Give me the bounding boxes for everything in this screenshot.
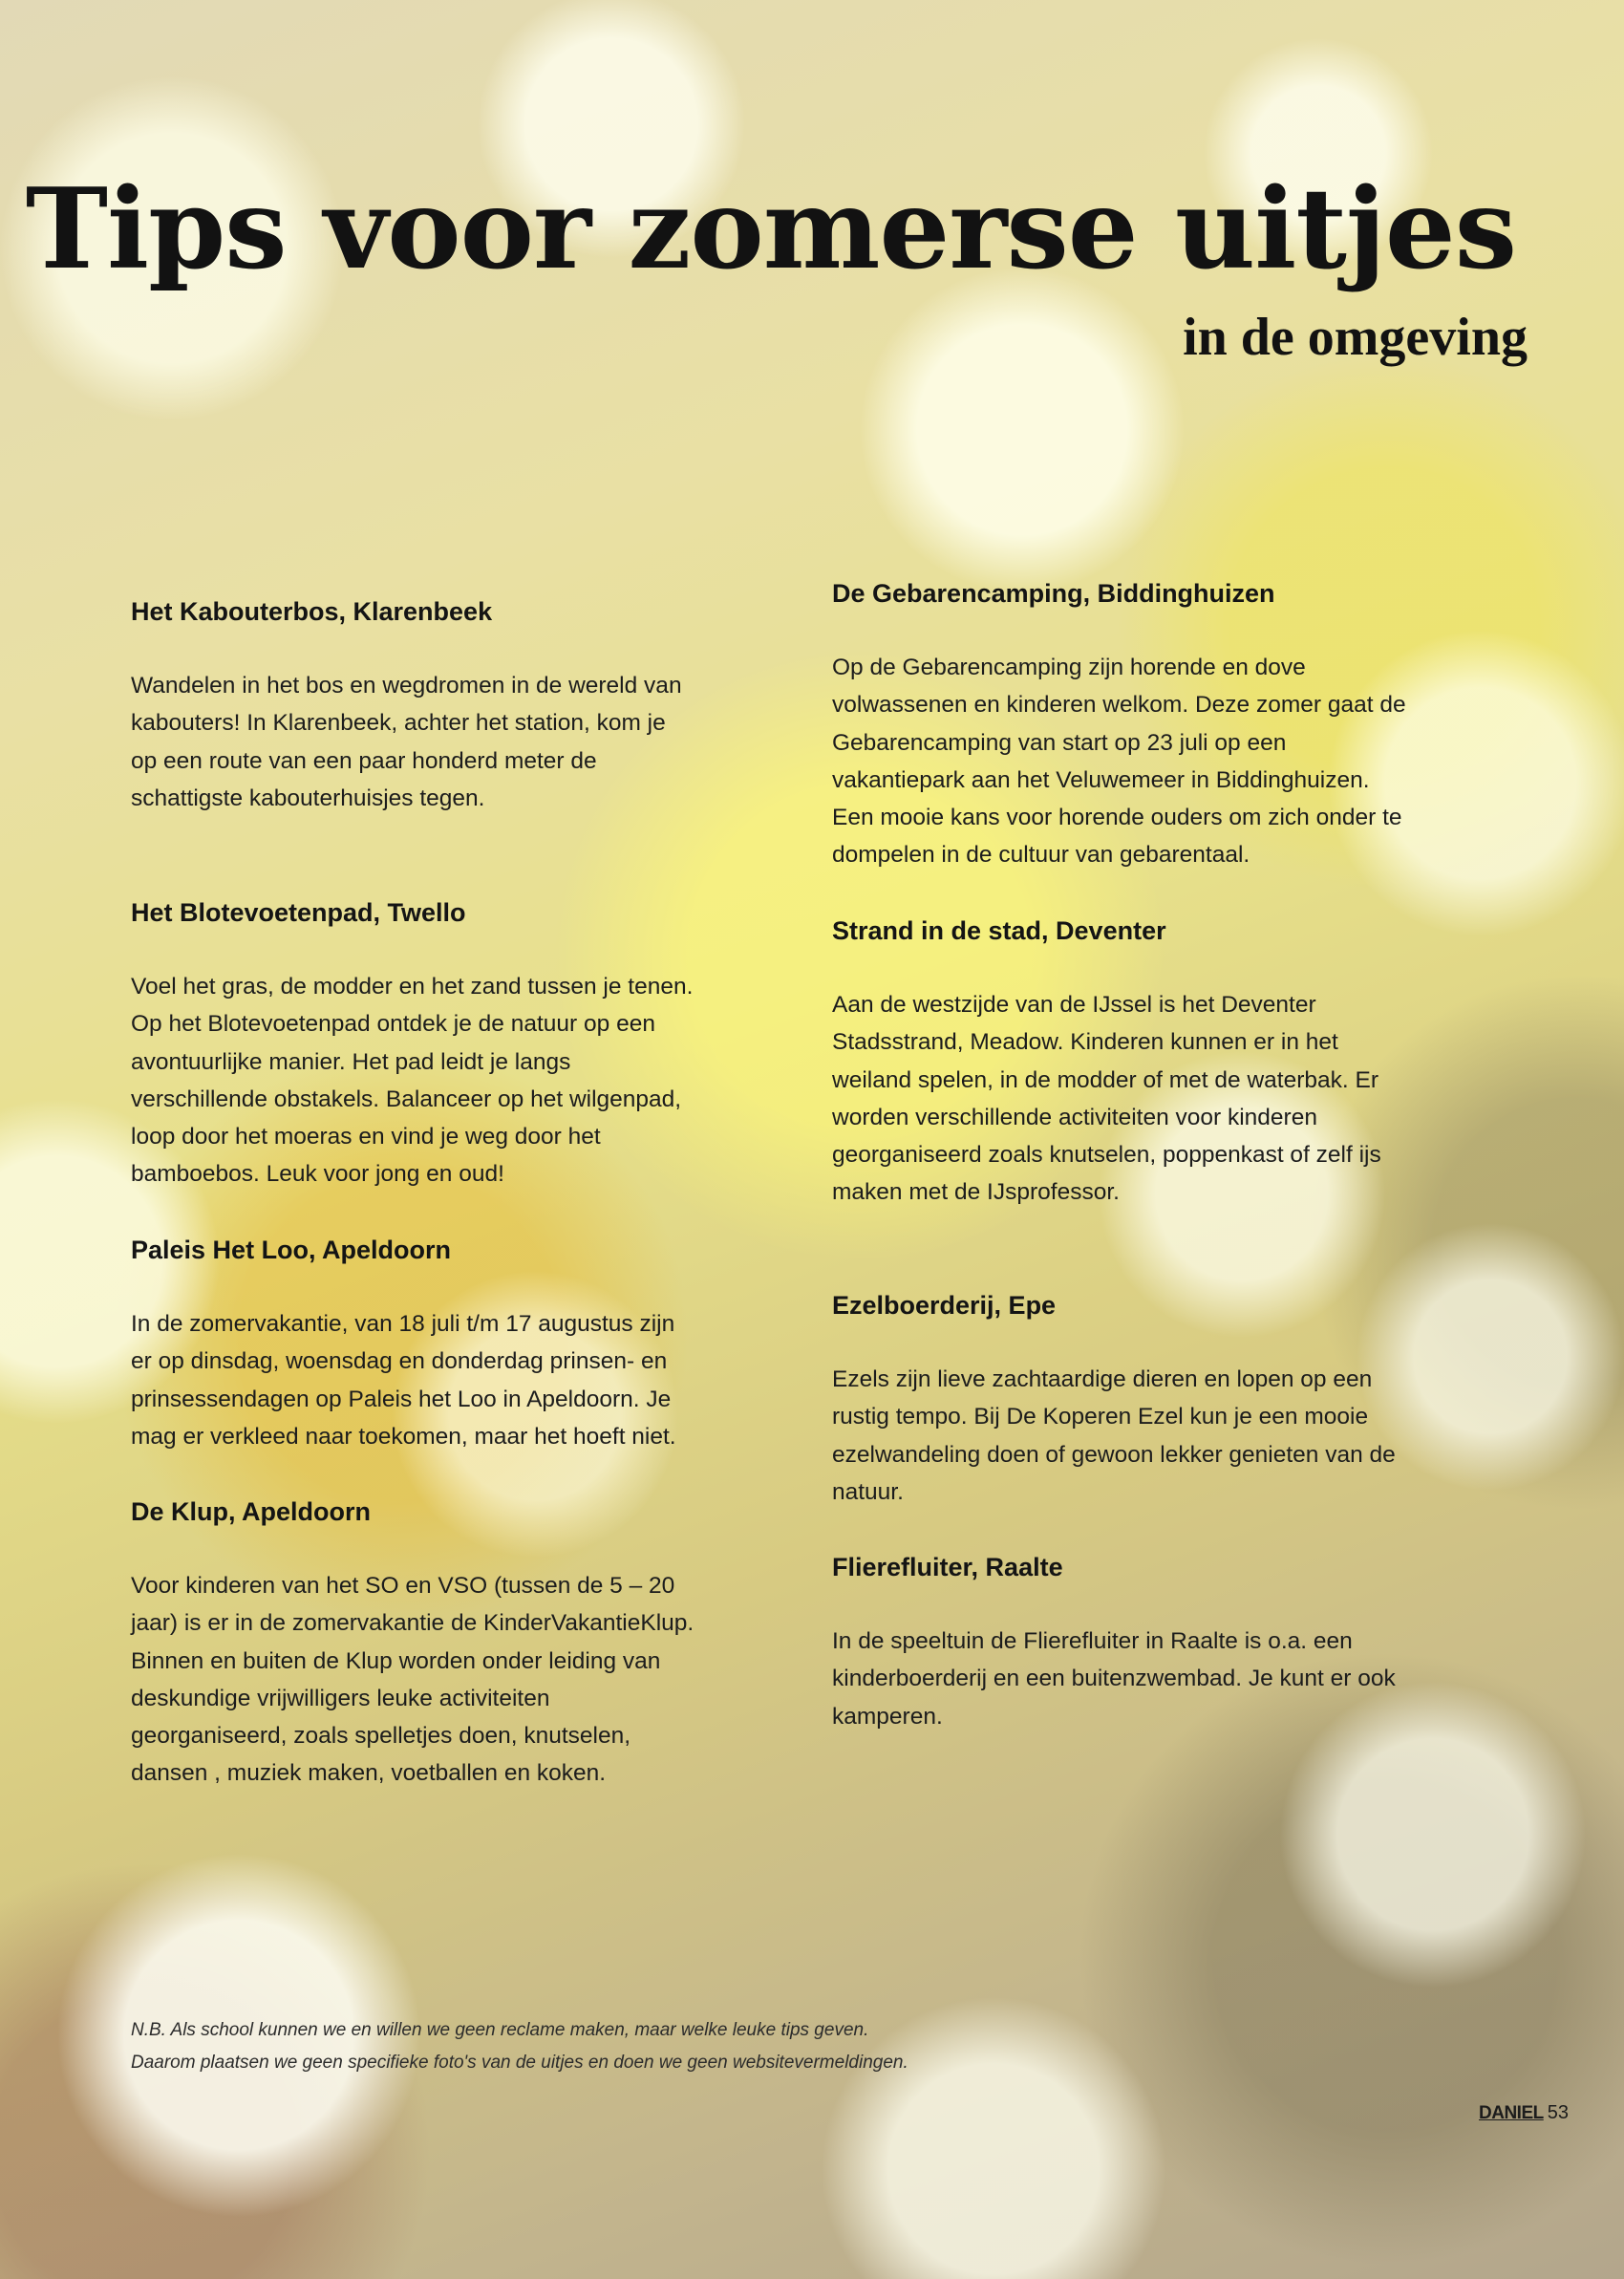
text-line: volwassenen en kinderen welkom. Deze zomer gaat de bbox=[832, 692, 1406, 719]
tip-flierefluiter bbox=[832, 1550, 1396, 1735]
tip-heading: Het Kabouterbos, Klarenbeek bbox=[131, 597, 493, 626]
text-line: prinsessendagen op Paleis het Loo in Apeldoorn. Je bbox=[131, 1386, 672, 1412]
tip-heading: De Gebarencamping, Biddinghuizen bbox=[832, 579, 1275, 608]
text-line: Op de Gebarencamping zijn horende en dove bbox=[832, 655, 1306, 680]
text-line: In de zomervakantie, van 18 juli t/m 17 augustus zijn bbox=[131, 1311, 675, 1337]
text-line: jaar) is er in de zomervakantie de KinderVakantieKlup. bbox=[131, 1610, 694, 1637]
tip-body bbox=[131, 1305, 676, 1455]
tip-heading: Het Blotevoetenpad, Twello bbox=[131, 898, 466, 927]
text-line: mag er verkleed naar toekomen, maar het hoeft niet. bbox=[131, 1423, 676, 1450]
text-line: Aan de westzijde van de IJssel is het Deventer bbox=[832, 992, 1316, 1018]
tip-body bbox=[832, 649, 1406, 874]
text-line: maken met de IJsprofessor. bbox=[832, 1179, 1120, 1206]
tip-kabouterbos bbox=[131, 594, 682, 817]
text-line: avontuurlijke manier. Het pad leidt je langs bbox=[131, 1048, 571, 1075]
text-line: bamboebos. Leuk voor jong en oud! bbox=[131, 1161, 504, 1188]
text-line: N.B. Als school kunnen we en willen we geen reclame maken, maar welke leuke tips geven. bbox=[131, 2020, 869, 2040]
tip-heading: Paleis Het Loo, Apeldoorn bbox=[131, 1236, 452, 1264]
text-line: dompelen in de cultuur van gebarentaal. bbox=[832, 842, 1250, 869]
tip-heading: De Klup, Apeldoorn bbox=[131, 1497, 371, 1526]
tip-de-klup bbox=[131, 1494, 694, 1793]
tip-body bbox=[131, 968, 693, 1193]
tip-strand-in-de-stad bbox=[832, 914, 1381, 1212]
page-number: 53 bbox=[1547, 2102, 1569, 2123]
text-line: op een route van een paar honderd meter de bbox=[131, 747, 597, 774]
text-line: schattigste kabouterhuisjes tegen. bbox=[131, 785, 485, 811]
tip-paleis-het-loo bbox=[131, 1233, 676, 1455]
text-line: Op het Blotevoetenpad ontdek je de natuur op een bbox=[131, 1011, 655, 1038]
text-line: rustig tempo. Bij De Koperen Ezel kun je een mooie bbox=[832, 1404, 1369, 1430]
tip-heading: Flierefluiter, Raalte bbox=[832, 1553, 1063, 1581]
text-line: In de speeltuin de Flierefluiter in Raalte is o.a. een bbox=[832, 1628, 1353, 1654]
text-line: Gebarencamping van start op 23 juli op een bbox=[832, 729, 1287, 756]
tip-body bbox=[832, 1361, 1396, 1511]
tip-body bbox=[832, 986, 1381, 1212]
text-line: Wandelen in het bos en wegdromen in de wereld van bbox=[131, 673, 682, 699]
magazine-brand: DANIEL bbox=[1479, 2103, 1544, 2123]
text-line: er op dinsdag, woensdag en donderdag prinsen- en bbox=[131, 1348, 668, 1375]
text-line: Daarom plaatsen we geen specifieke foto's van de uitjes en doen we geen websitevermeldingen. bbox=[131, 2053, 908, 2073]
text-line: Ezels zijn lieve zachtaardige dieren en lopen op een bbox=[832, 1366, 1373, 1392]
text-line: ezelwandeling doen of gewoon lekker genieten van de bbox=[832, 1441, 1396, 1468]
text-line: Binnen en buiten de Klup worden onder leiding van bbox=[131, 1647, 661, 1674]
tip-body bbox=[131, 667, 682, 817]
text-line: natuur. bbox=[832, 1478, 904, 1505]
text-line: verschillende obstakels. Balanceer op het wilgenpad, bbox=[131, 1086, 682, 1112]
tip-blotevoetenpad bbox=[131, 895, 693, 1193]
text-line: kinderboerderij en een buitenzwembad. Je kunt er ook bbox=[832, 1666, 1396, 1692]
tip-body bbox=[832, 1623, 1396, 1735]
text-line: georganiseerd, zoals spelletjes doen, knutselen, bbox=[131, 1723, 631, 1750]
text-line: georganiseerd zoals knutselen, poppenkast of zelf ijs bbox=[832, 1142, 1381, 1169]
text-line: Voor kinderen van het SO en VSO (tussen de 5 – 20 bbox=[131, 1573, 675, 1599]
tip-heading: Ezelboerderij, Epe bbox=[832, 1291, 1057, 1320]
page-subtitle: in de omgeving bbox=[1183, 308, 1528, 367]
text-line: weiland spelen, in de modder of met de waterbak. Er bbox=[832, 1066, 1378, 1093]
tip-ezelboerderij bbox=[832, 1288, 1396, 1511]
tip-body bbox=[131, 1567, 694, 1793]
text-line: loop door het moeras en vind je weg door het bbox=[131, 1124, 601, 1150]
text-line: kabouters! In Klarenbeek, achter het station, kom je bbox=[131, 710, 666, 737]
page-title: Tips voor zomerse uitjes bbox=[25, 164, 1516, 294]
text-line: vakantiepark aan het Veluwemeer in Biddinghuizen. bbox=[832, 766, 1370, 793]
page-footer bbox=[1479, 2102, 1569, 2124]
text-line: dansen , muziek maken, voetballen en koken. bbox=[131, 1760, 607, 1787]
tip-gebarencamping bbox=[832, 576, 1406, 874]
tip-heading: Strand in de stad, Deventer bbox=[832, 916, 1166, 945]
disclaimer-note bbox=[131, 2014, 908, 2079]
text-line: worden verschillende activiteiten voor kinderen bbox=[832, 1104, 1317, 1130]
text-line: kamperen. bbox=[832, 1703, 943, 1730]
text-line: Voel het gras, de modder en het zand tussen je tenen. bbox=[131, 974, 694, 1000]
text-line: Een mooie kans voor horende ouders om zich onder te bbox=[832, 805, 1402, 831]
text-line: Stadsstrand, Meadow. Kinderen kunnen er in het bbox=[832, 1029, 1338, 1056]
text-line: deskundige vrijwilligers leuke activiteiten bbox=[131, 1685, 550, 1711]
